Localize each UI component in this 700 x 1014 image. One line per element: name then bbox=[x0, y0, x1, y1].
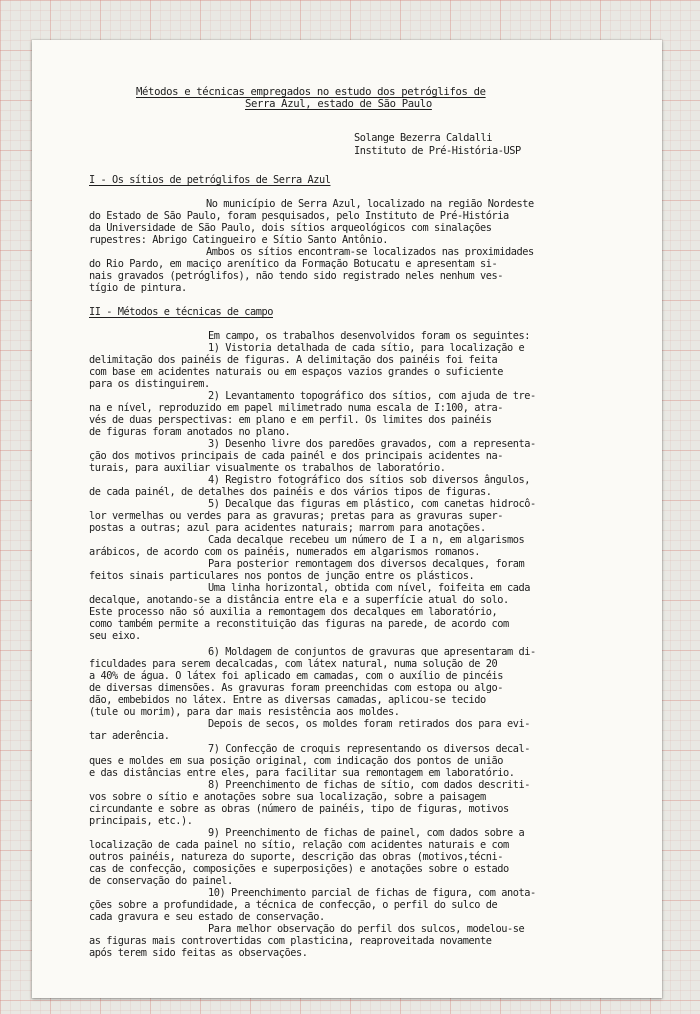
paragraph-line: ficuldades para serem decalcadas, com látex natural, numa solução de 20 bbox=[89, 658, 498, 670]
paragraph-line: como também permite a reconstituição das figuras na parede, de acordo com bbox=[89, 618, 509, 630]
paragraph-line: No município de Serra Azul, localizado na região Nordeste bbox=[206, 198, 534, 210]
paragraph-line: com base em acidentes naturais ou em espaços vazios grandes o suficiente bbox=[89, 366, 503, 378]
paragraph-line: outros painéis, natureza do suporte, descrição das obras (motivos,técni- bbox=[89, 851, 503, 863]
document-title-line-1: Métodos e técnicas empregados no estudo dos petróglifos de bbox=[136, 86, 486, 98]
paragraph-line: 2) Levantamento topográfico dos sítios, com ajuda de tre- bbox=[208, 390, 536, 402]
paragraph-line: tar aderência. bbox=[89, 730, 170, 742]
paragraph-line: Este processo não só auxilia a remontagem dos decalques em laboratório, bbox=[89, 606, 498, 618]
paragraph-line: e das distâncias entre eles, para facilitar sua remontagem em laboratório. bbox=[89, 767, 515, 779]
section-1-heading: I - Os sítios de petróglifos de Serra Azul bbox=[89, 174, 331, 186]
paragraph-line: nais gravados (petróglifos), não tendo sido registrado neles nenhum ves- bbox=[89, 270, 503, 282]
paragraph-line: Depois de secos, os moldes foram retirados dos para evi- bbox=[208, 718, 530, 730]
paragraph-line: vos sobre o sítio e anotações sobre sua localização, sobre a paisagem bbox=[89, 791, 486, 803]
paragraph-line: 10) Preenchimento parcial de fichas de figura, com anota- bbox=[208, 887, 536, 899]
paragraph-line: 7) Confecção de croquis representando os diversos decal- bbox=[208, 743, 530, 755]
paragraph-line: Uma linha horizontal, obtida com nível, foifeita em cada bbox=[208, 582, 530, 594]
paragraph-line: de figuras foram anotados no plano. bbox=[89, 426, 291, 438]
paragraph-line: de conservação do painel. bbox=[89, 875, 233, 887]
paragraph-line: para os distinguirem. bbox=[89, 378, 210, 390]
section-2-heading: II - Métodos e técnicas de campo bbox=[89, 306, 273, 318]
document-text bbox=[32, 40, 662, 998]
paragraph-line: ção dos motivos principais de cada painél e dos principais acidentes na- bbox=[89, 450, 503, 462]
paragraph-line: localização de cada painel no sítio, relação com acidentes naturais e com bbox=[89, 839, 509, 851]
paragraph-line: principais, etc.). bbox=[89, 815, 193, 827]
paragraph-line: (tule ou morim), para dar mais resistência aos moldes. bbox=[89, 706, 400, 718]
paragraph-line: 9) Preenchimento de fichas de painel, com dados sobre a bbox=[208, 827, 525, 839]
paragraph-line: do Rio Pardo, em maciço arenítico da Formação Botucatu e apresentam si- bbox=[89, 258, 498, 270]
paragraph-line: 1) Vistoria detalhada de cada sítio, para localização e bbox=[208, 342, 525, 354]
author-name: Solange Bezerra Caldalli bbox=[354, 132, 492, 144]
paragraph-line: tígio de pintura. bbox=[89, 282, 187, 294]
paragraph-line: de diversas dimensões. As gravuras foram preenchidas com estopa ou algo- bbox=[89, 682, 503, 694]
paragraph-line: vés de duas perspectivas: em plano e em perfil. Os limites dos painéis bbox=[89, 414, 492, 426]
paragraph-line: dão, embebidos no látex. Entre as diversas camadas, aplicou-se tecido bbox=[89, 694, 486, 706]
paragraph-line: circundante e sobre as obras (número de painéis, tipo de figuras, motivos bbox=[89, 803, 509, 815]
paragraph-line: 5) Decalque das figuras em plástico, com canetas hidrocô- bbox=[208, 498, 536, 510]
paragraph-line: lor vermelhas ou verdes para as gravuras; pretas para as gravuras super- bbox=[89, 510, 503, 522]
paragraph-line: cada gravura e seu estado de conservação. bbox=[89, 911, 325, 923]
paragraph-line: 3) Desenho livre dos paredões gravados, com a representa- bbox=[208, 438, 536, 450]
paragraph-line: cas de confecção, composições e superposições) e anotações sobre o estado bbox=[89, 863, 509, 875]
paragraph-line: delimitação dos painéis de figuras. A delimitação dos painéis foi feita bbox=[89, 354, 498, 366]
paragraph-line: feitos sinais particulares nos pontos de junção entre os plásticos. bbox=[89, 570, 475, 582]
paragraph-line: Ambos os sítios encontram-se localizados nas proximidades bbox=[206, 246, 534, 258]
paragraph-line: ções sobre a profundidade, a técnica de confecção, o perfil do sulco de bbox=[89, 899, 498, 911]
paragraph-line: ques e moldes em sua posição original, com indicação dos pontos de união bbox=[89, 755, 503, 767]
paragraph-line: postas a outras; azul para acidentes naturais; marrom para anotações. bbox=[89, 522, 486, 534]
author-institution: Instituto de Pré-História-USP bbox=[354, 145, 521, 157]
paragraph-line: rupestres: Abrigo Catingueiro e Sítio Santo Antônio. bbox=[89, 234, 388, 246]
paragraph-line: 8) Preenchimento de fichas de sítio, com dados descriti- bbox=[208, 779, 530, 791]
paragraph-line: na e nível, reproduzido em papel milimetrado numa escala de I:100, atra- bbox=[89, 402, 503, 414]
paragraph-line: as figuras mais controvertidas com plasticina, reaproveitada novamente bbox=[89, 935, 492, 947]
paragraph-line: decalque, anotando-se a distância entre ela e a superfície atual do solo. bbox=[89, 594, 509, 606]
document-title-line-2: Serra Azul, estado de São Paulo bbox=[245, 98, 432, 110]
paragraph-line: de cada painél, de detalhes dos painéis e dos vários tipos de figuras. bbox=[89, 486, 492, 498]
paragraph-line: 4) Registro fotográfico dos sítios sob diversos ângulos, bbox=[208, 474, 530, 486]
paragraph-line: 6) Moldagem de conjuntos de gravuras que apresentaram di- bbox=[208, 646, 536, 658]
document-page bbox=[32, 40, 662, 998]
paragraph-line: Para posterior remontagem dos diversos decalques, foram bbox=[208, 558, 525, 570]
paragraph-line: da Universidade de São Paulo, dois sítios arqueológicos com sinalações bbox=[89, 222, 492, 234]
paragraph-line: arábicos, de acordo com os painéis, numerados em algarismos romanos. bbox=[89, 546, 480, 558]
paragraph-line: Cada decalque recebeu um número de I a n, em algarismos bbox=[208, 534, 525, 546]
paragraph-line: Em campo, os trabalhos desenvolvidos foram os seguintes: bbox=[208, 330, 530, 342]
paragraph-line: turais, para auxiliar visualmente os trabalhos de laboratório. bbox=[89, 462, 446, 474]
paragraph-line: após terem sido feitas as observações. bbox=[89, 947, 308, 959]
paragraph-line: do Estado de São Paulo, foram pesquisados, pelo Instituto de Pré-História bbox=[89, 210, 509, 222]
paragraph-line: seu eixo. bbox=[89, 630, 141, 642]
paragraph-line: a 40% de água. O látex foi aplicado em camadas, com o auxílio de pincéis bbox=[89, 670, 503, 682]
paragraph-line: Para melhor observação do perfil dos sulcos, modelou-se bbox=[208, 923, 525, 935]
